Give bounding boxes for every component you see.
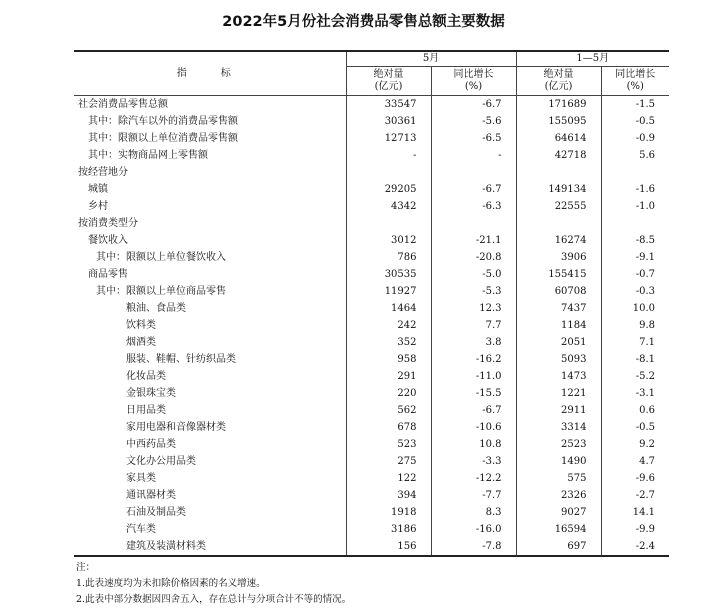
- may-yoy-cell: -: [431, 147, 516, 164]
- ytd-yoy-cell: [601, 215, 669, 232]
- ytd-abs-cell: 42718: [516, 147, 601, 164]
- ytd-abs-cell: 7437: [516, 300, 601, 317]
- table-header: [74, 51, 669, 96]
- ytd-abs-cell: 3906: [516, 249, 601, 266]
- ytd-abs-cell: 2051: [516, 334, 601, 351]
- abs-label: 绝对量: [373, 69, 404, 80]
- abs-label: 绝对量: [543, 69, 574, 80]
- ytd-yoy-cell: -2.7: [601, 487, 669, 504]
- ytd-yoy-cell: -0.9: [601, 130, 669, 147]
- table-row: [74, 113, 669, 130]
- row-label: 石油及制品类: [126, 506, 186, 518]
- may-abs-cell: 220: [346, 385, 431, 402]
- ytd-yoy-cell: -8.1: [601, 351, 669, 368]
- may-abs-cell: 958: [346, 351, 431, 368]
- ytd-abs-cell: 697: [516, 538, 601, 556]
- row-label: 中西药品类: [126, 438, 176, 450]
- ytd-yoy-cell: -0.7: [601, 266, 669, 283]
- may-abs-cell: 3012: [346, 232, 431, 249]
- may-yoy-cell: [431, 164, 516, 181]
- may-abs-cell: 29205: [346, 181, 431, 198]
- table-row: [74, 419, 669, 436]
- ytd-abs-cell: 2326: [516, 487, 601, 504]
- ytd-abs-cell: 22555: [516, 198, 601, 215]
- ytd-abs-cell: 9027: [516, 504, 601, 521]
- ytd-abs-cell: 5093: [516, 351, 601, 368]
- may-abs-cell: -: [346, 147, 431, 164]
- row-label: 日用品类: [126, 404, 166, 416]
- may-abs-cell: 786: [346, 249, 431, 266]
- may-abs-cell: 275: [346, 453, 431, 470]
- ytd-yoy-cell: 7.1: [601, 334, 669, 351]
- may-abs-cell: 156: [346, 538, 431, 556]
- table-row: [74, 130, 669, 147]
- yoy-unit: (%): [626, 81, 644, 92]
- may-yoy-cell: -10.6: [431, 419, 516, 436]
- table-row: [74, 351, 669, 368]
- ytd-abs-cell: 155415: [516, 266, 601, 283]
- ytd-yoy-cell: -3.1: [601, 385, 669, 402]
- ytd-yoy-cell: 0.6: [601, 402, 669, 419]
- table-row: [74, 436, 669, 453]
- may-abs-cell: 30361: [346, 113, 431, 130]
- ytd-abs-cell: 2523: [516, 436, 601, 453]
- may-abs-header: [346, 67, 431, 96]
- row-label: 汽车类: [126, 523, 156, 535]
- ytd-yoy-cell: [601, 164, 669, 181]
- may-yoy-cell: -16.0: [431, 521, 516, 538]
- ytd-abs-cell: 16274: [516, 232, 601, 249]
- table-row: [74, 266, 669, 283]
- may-yoy-cell: -12.2: [431, 470, 516, 487]
- ytd-yoy-cell: -1.6: [601, 181, 669, 198]
- may-abs-cell: 352: [346, 334, 431, 351]
- may-yoy-cell: -6.7: [431, 402, 516, 419]
- ytd-yoy-cell: -0.5: [601, 419, 669, 436]
- ytd-yoy-cell: 5.6: [601, 147, 669, 164]
- table-row: [74, 368, 669, 385]
- row-label: 其中：限额以上单位商品零售: [96, 285, 226, 297]
- may-abs-cell: 1918: [346, 504, 431, 521]
- table-row: [74, 147, 669, 164]
- may-yoy-cell: -5.6: [431, 113, 516, 130]
- table-row: [74, 402, 669, 419]
- ytd-abs-cell: 149134: [516, 181, 601, 198]
- yoy-unit: (%): [464, 81, 483, 92]
- table-body: [74, 96, 669, 557]
- note-item: 2.此表中部分数据因四舍五入，存在总计与分项合计不等的情况。: [76, 594, 352, 605]
- ytd-yoy-cell: 14.1: [601, 504, 669, 521]
- indicator-header: 指 标: [74, 51, 346, 96]
- row-label: 按消费类型分: [78, 217, 138, 229]
- yoy-label: 同比增长: [615, 69, 656, 80]
- may-abs-cell: 394: [346, 487, 431, 504]
- table-row: [74, 96, 669, 114]
- may-yoy-cell: 10.8: [431, 436, 516, 453]
- may-abs-cell: 242: [346, 317, 431, 334]
- table-row: [74, 470, 669, 487]
- table-row: [74, 453, 669, 470]
- may-yoy-cell: -6.5: [431, 130, 516, 147]
- may-yoy-cell: -7.7: [431, 487, 516, 504]
- row-label: 其中：限额以上单位消费品零售额: [88, 132, 238, 144]
- row-label: 其中：实物商品网上零售额: [88, 149, 208, 161]
- row-label: 商品零售: [88, 268, 128, 280]
- table-row: [74, 487, 669, 504]
- ytd-yoy-cell: -1.5: [601, 96, 669, 114]
- may-yoy-cell: -16.2: [431, 351, 516, 368]
- may-yoy-cell: -6.7: [431, 96, 516, 114]
- table-row: [74, 215, 669, 232]
- may-abs-cell: 30535: [346, 266, 431, 283]
- note-item: 1.此表速度均为未扣除价格因素的名义增速。: [76, 578, 266, 589]
- may-yoy-cell: -5.3: [431, 283, 516, 300]
- ytd-yoy-cell: -9.9: [601, 521, 669, 538]
- ytd-abs-cell: 1221: [516, 385, 601, 402]
- table-row: [74, 300, 669, 317]
- ytd-yoy-cell: -0.5: [601, 113, 669, 130]
- row-label: 金银珠宝类: [126, 387, 176, 399]
- ytd-yoy-cell: -1.0: [601, 198, 669, 215]
- page-title: 2022年5月份社会消费品零售总额主要数据: [222, 14, 505, 30]
- may-yoy-header: [431, 67, 516, 96]
- ytd-abs-cell: 155095: [516, 113, 601, 130]
- row-label: 饮料类: [126, 319, 156, 331]
- row-label: 烟酒类: [126, 336, 156, 348]
- ytd-abs-cell: 3314: [516, 419, 601, 436]
- may-abs-cell: 523: [346, 436, 431, 453]
- ytd-yoy-cell: -5.2: [601, 368, 669, 385]
- ytd-yoy-cell: -9.6: [601, 470, 669, 487]
- row-label: 文化办公用品类: [126, 455, 196, 467]
- row-label: 化妆品类: [126, 370, 166, 382]
- table-row: [74, 181, 669, 198]
- ytd-abs-cell: 2911: [516, 402, 601, 419]
- ytd-abs-cell: 16594: [516, 521, 601, 538]
- ytd-abs-cell: 1184: [516, 317, 601, 334]
- ytd-abs-cell: 575: [516, 470, 601, 487]
- may-abs-cell: 678: [346, 419, 431, 436]
- notes-section: [76, 560, 676, 608]
- row-label: 乡村: [88, 200, 108, 212]
- table-row: [74, 232, 669, 249]
- period-jan-may-header: 1—5月: [516, 51, 669, 67]
- may-yoy-cell: -3.3: [431, 453, 516, 470]
- row-label: 粮油、食品类: [126, 302, 186, 314]
- table-row: [74, 198, 669, 215]
- may-yoy-cell: -6.7: [431, 181, 516, 198]
- may-abs-cell: 1464: [346, 300, 431, 317]
- may-yoy-cell: 8.3: [431, 504, 516, 521]
- table-row: [74, 334, 669, 351]
- ytd-yoy-cell: -8.5: [601, 232, 669, 249]
- may-yoy-cell: -6.3: [431, 198, 516, 215]
- may-abs-cell: 3186: [346, 521, 431, 538]
- ytd-abs-cell: 64614: [516, 130, 601, 147]
- ytd-yoy-cell: 9.2: [601, 436, 669, 453]
- may-abs-cell: 4342: [346, 198, 431, 215]
- row-label: 城镇: [88, 183, 108, 195]
- table-row: [74, 538, 669, 556]
- ytd-yoy-cell: 9.8: [601, 317, 669, 334]
- ytd-abs-cell: [516, 164, 601, 181]
- abs-unit: (亿元): [374, 81, 403, 92]
- may-yoy-cell: -20.8: [431, 249, 516, 266]
- table-row: [74, 283, 669, 300]
- may-abs-cell: 12713: [346, 130, 431, 147]
- row-label: 其中：除汽车以外的消费品零售额: [88, 115, 238, 127]
- yoy-label: 同比增长: [453, 69, 494, 80]
- ytd-yoy-header: [601, 67, 669, 96]
- data-table-container: [74, 50, 669, 557]
- row-label: 社会消费品零售总额: [74, 96, 346, 114]
- may-yoy-cell: -21.1: [431, 232, 516, 249]
- table-row: [74, 164, 669, 181]
- table-row: [74, 385, 669, 402]
- ytd-abs-cell: 1490: [516, 453, 601, 470]
- ytd-yoy-cell: -2.4: [601, 538, 669, 556]
- row-label: 按经营地分: [78, 166, 128, 178]
- row-label: 服装、鞋帽、针纺织品类: [126, 353, 236, 365]
- ytd-yoy-cell: -9.1: [601, 249, 669, 266]
- may-yoy-cell: 7.7: [431, 317, 516, 334]
- may-yoy-cell: -11.0: [431, 368, 516, 385]
- ytd-abs-header: [516, 67, 601, 96]
- ytd-abs-cell: [516, 215, 601, 232]
- ytd-yoy-cell: -0.3: [601, 283, 669, 300]
- may-abs-cell: 122: [346, 470, 431, 487]
- may-yoy-cell: -5.0: [431, 266, 516, 283]
- may-yoy-cell: [431, 215, 516, 232]
- row-label: 通讯器材类: [126, 489, 176, 501]
- row-label: 建筑及装潢材料类: [74, 538, 346, 556]
- period-may-header: 5月: [346, 51, 516, 67]
- row-label: 家具类: [126, 472, 156, 484]
- notes-heading: 注：: [76, 562, 96, 573]
- may-abs-cell: 562: [346, 402, 431, 419]
- abs-unit: (亿元): [544, 81, 573, 92]
- table-row: [74, 521, 669, 538]
- may-abs-cell: 33547: [346, 96, 431, 114]
- table-row: [74, 504, 669, 521]
- may-abs-cell: 291: [346, 368, 431, 385]
- ytd-abs-cell: 1473: [516, 368, 601, 385]
- ytd-abs-cell: 60708: [516, 283, 601, 300]
- row-label: 家用电器和音像器材类: [126, 421, 226, 433]
- row-label: 餐饮收入: [88, 234, 128, 246]
- ytd-yoy-cell: 4.7: [601, 453, 669, 470]
- ytd-abs-cell: 171689: [516, 96, 601, 114]
- may-yoy-cell: 12.3: [431, 300, 516, 317]
- may-abs-cell: [346, 164, 431, 181]
- ytd-yoy-cell: 10.0: [601, 300, 669, 317]
- row-label: 其中：限额以上单位餐饮收入: [96, 251, 226, 263]
- retail-sales-table: [74, 50, 669, 557]
- may-yoy-cell: -15.5: [431, 385, 516, 402]
- may-abs-cell: 11927: [346, 283, 431, 300]
- table-row: [74, 317, 669, 334]
- table-row: [74, 249, 669, 266]
- may-yoy-cell: -7.8: [431, 538, 516, 556]
- may-abs-cell: [346, 215, 431, 232]
- may-yoy-cell: 3.8: [431, 334, 516, 351]
